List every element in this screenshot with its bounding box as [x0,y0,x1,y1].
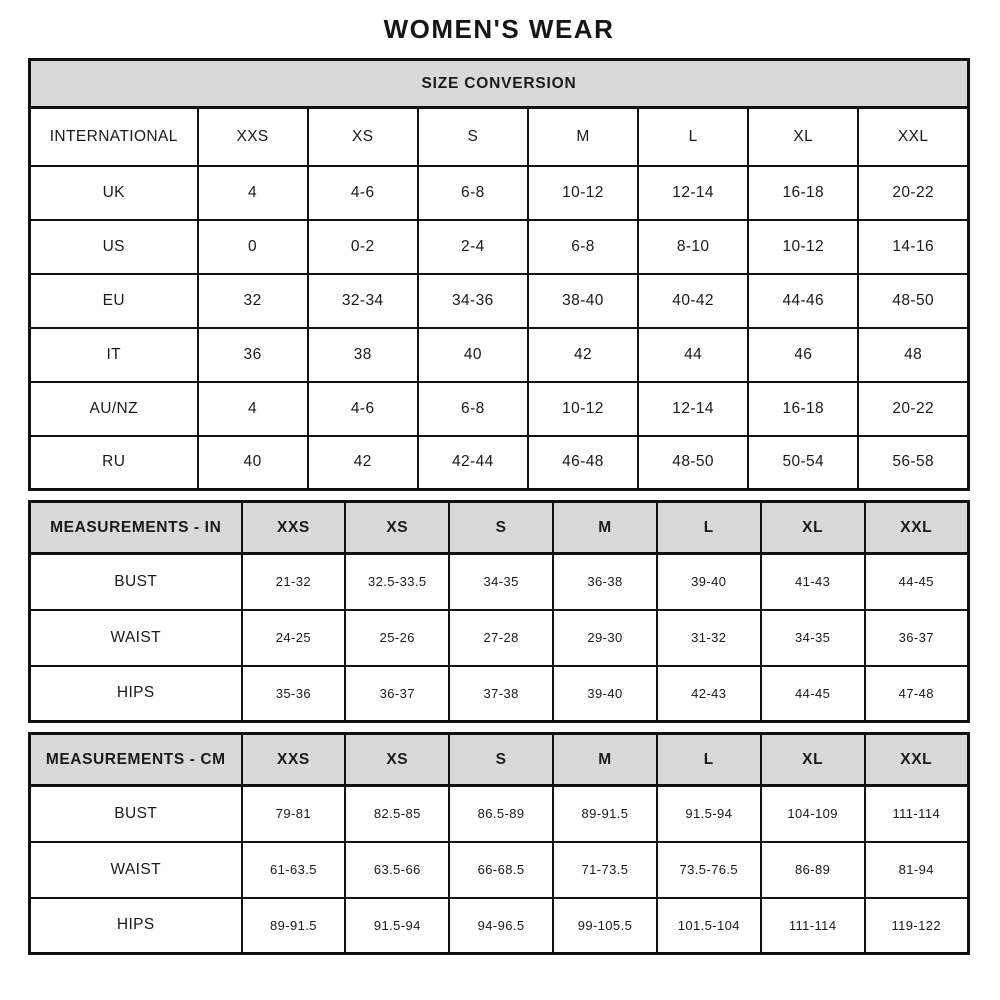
size-cell: 6-8 [528,220,638,274]
table-row-hips-in [30,666,969,722]
column-header-cell: M [553,502,657,554]
column-header-cell: M [553,734,657,786]
size-cell: XXS [198,108,308,166]
measurement-cell: 32.5-33.5 [345,554,449,610]
size-cell: 32 [198,274,308,328]
measurement-cell: 94-96.5 [449,898,553,954]
measurements-cm-table [28,732,970,955]
size-cell: 38 [308,328,418,382]
size-cell: S [418,108,528,166]
table-row-bust-in [30,554,969,610]
size-cell: XXL [858,108,968,166]
measurement-cell: 21-32 [242,554,346,610]
table-row-bust-cm [30,786,969,842]
column-header-cell: S [449,734,553,786]
table-row-it [30,328,969,382]
column-header-cell: XXL [865,734,969,786]
size-cell: M [528,108,638,166]
size-cell: 48 [858,328,968,382]
measurement-cell: 91.5-94 [657,786,761,842]
row-label: INTERNATIONAL [30,108,198,166]
size-cell: 42 [528,328,638,382]
column-header-cell: XS [345,502,449,554]
size-cell: 42 [308,436,418,490]
measurement-cell: 27-28 [449,610,553,666]
measurement-cell: 44-45 [865,554,969,610]
measurements-cm-title: MEASUREMENTS - CM [30,734,242,786]
size-cell: 10-12 [748,220,858,274]
measurement-cell: 31-32 [657,610,761,666]
measurement-cell: 82.5-85 [345,786,449,842]
size-cell: 20-22 [858,166,968,220]
size-cell: 14-16 [858,220,968,274]
row-label: IT [30,328,198,382]
size-cell: 2-4 [418,220,528,274]
measurement-cell: 44-45 [761,666,865,722]
measurement-cell: 35-36 [242,666,346,722]
table-row-hips-cm [30,898,969,954]
size-cell: 38-40 [528,274,638,328]
size-cell: 16-18 [748,382,858,436]
size-cell: L [638,108,748,166]
measurements-in-header-row [30,502,969,554]
size-conversion-table [28,58,970,491]
measurement-cell: 91.5-94 [345,898,449,954]
size-cell: 16-18 [748,166,858,220]
measurements-in-title: MEASUREMENTS - IN [30,502,242,554]
measurement-cell: 81-94 [865,842,969,898]
size-cell: 10-12 [528,166,638,220]
row-label: WAIST [30,842,242,898]
size-cell: 20-22 [858,382,968,436]
size-cell: 46-48 [528,436,638,490]
measurement-cell: 39-40 [657,554,761,610]
size-cell: 40-42 [638,274,748,328]
size-cell: 8-10 [638,220,748,274]
size-cell: 48-50 [638,436,748,490]
size-cell: 44-46 [748,274,858,328]
table-row-international [30,108,969,166]
row-label: BUST [30,554,242,610]
measurement-cell: 86-89 [761,842,865,898]
column-header-cell: XXL [865,502,969,554]
table-row-eu [30,274,969,328]
measurement-cell: 89-91.5 [242,898,346,954]
size-cell: 4-6 [308,382,418,436]
row-label: RU [30,436,198,490]
size-conversion-title: SIZE CONVERSION [30,60,969,108]
row-label: HIPS [30,898,242,954]
measurement-cell: 73.5-76.5 [657,842,761,898]
column-header-cell: XL [761,502,865,554]
size-cell: 10-12 [528,382,638,436]
table-row-us [30,220,969,274]
measurement-cell: 24-25 [242,610,346,666]
size-cell: 4 [198,166,308,220]
measurement-cell: 101.5-104 [657,898,761,954]
measurement-cell: 42-43 [657,666,761,722]
column-header-cell: XL [761,734,865,786]
measurement-cell: 104-109 [761,786,865,842]
size-cell: 56-58 [858,436,968,490]
size-cell: 34-36 [418,274,528,328]
measurement-cell: 37-38 [449,666,553,722]
measurements-cm-header-row [30,734,969,786]
measurement-cell: 79-81 [242,786,346,842]
measurement-cell: 47-48 [865,666,969,722]
size-cell: 6-8 [418,382,528,436]
column-header-cell: XXS [242,502,346,554]
measurement-cell: 63.5-66 [345,842,449,898]
row-label: EU [30,274,198,328]
table-row-ru [30,436,969,490]
size-cell: 50-54 [748,436,858,490]
measurement-cell: 36-37 [345,666,449,722]
size-cell: 0 [198,220,308,274]
measurement-cell: 71-73.5 [553,842,657,898]
measurement-cell: 86.5-89 [449,786,553,842]
size-cell: 36 [198,328,308,382]
table-row-aunz [30,382,969,436]
size-cell: 44 [638,328,748,382]
column-header-cell: XS [345,734,449,786]
size-cell: 40 [418,328,528,382]
measurements-in-table [28,500,970,723]
measurement-cell: 36-38 [553,554,657,610]
table-row-waist-in [30,610,969,666]
size-cell: 4 [198,382,308,436]
size-cell: 6-8 [418,166,528,220]
size-cell: 4-6 [308,166,418,220]
size-cell: XS [308,108,418,166]
row-label: BUST [30,786,242,842]
measurement-cell: 25-26 [345,610,449,666]
row-label: UK [30,166,198,220]
measurement-cell: 61-63.5 [242,842,346,898]
measurement-cell: 111-114 [761,898,865,954]
size-cell: 42-44 [418,436,528,490]
measurement-cell: 34-35 [761,610,865,666]
size-cell: 12-14 [638,166,748,220]
measurement-cell: 41-43 [761,554,865,610]
table-row-uk [30,166,969,220]
measurement-cell: 89-91.5 [553,786,657,842]
measurement-cell: 34-35 [449,554,553,610]
row-label: AU/NZ [30,382,198,436]
size-cell: 0-2 [308,220,418,274]
row-label: US [30,220,198,274]
table-row-waist-cm [30,842,969,898]
size-cell: 46 [748,328,858,382]
measurement-cell: 66-68.5 [449,842,553,898]
row-label: WAIST [30,610,242,666]
size-cell: 32-34 [308,274,418,328]
column-header-cell: L [657,734,761,786]
size-cell: 40 [198,436,308,490]
measurement-cell: 99-105.5 [553,898,657,954]
measurement-cell: 119-122 [865,898,969,954]
measurement-cell: 29-30 [553,610,657,666]
column-header-cell: S [449,502,553,554]
size-conversion-header-row [30,60,969,108]
size-cell: 12-14 [638,382,748,436]
size-cell: XL [748,108,858,166]
measurement-cell: 39-40 [553,666,657,722]
column-header-cell: XXS [242,734,346,786]
column-header-cell: L [657,502,761,554]
measurement-cell: 36-37 [865,610,969,666]
row-label: HIPS [30,666,242,722]
size-cell: 48-50 [858,274,968,328]
page-title: WOMEN'S WEAR [383,14,615,44]
measurement-cell: 111-114 [865,786,969,842]
